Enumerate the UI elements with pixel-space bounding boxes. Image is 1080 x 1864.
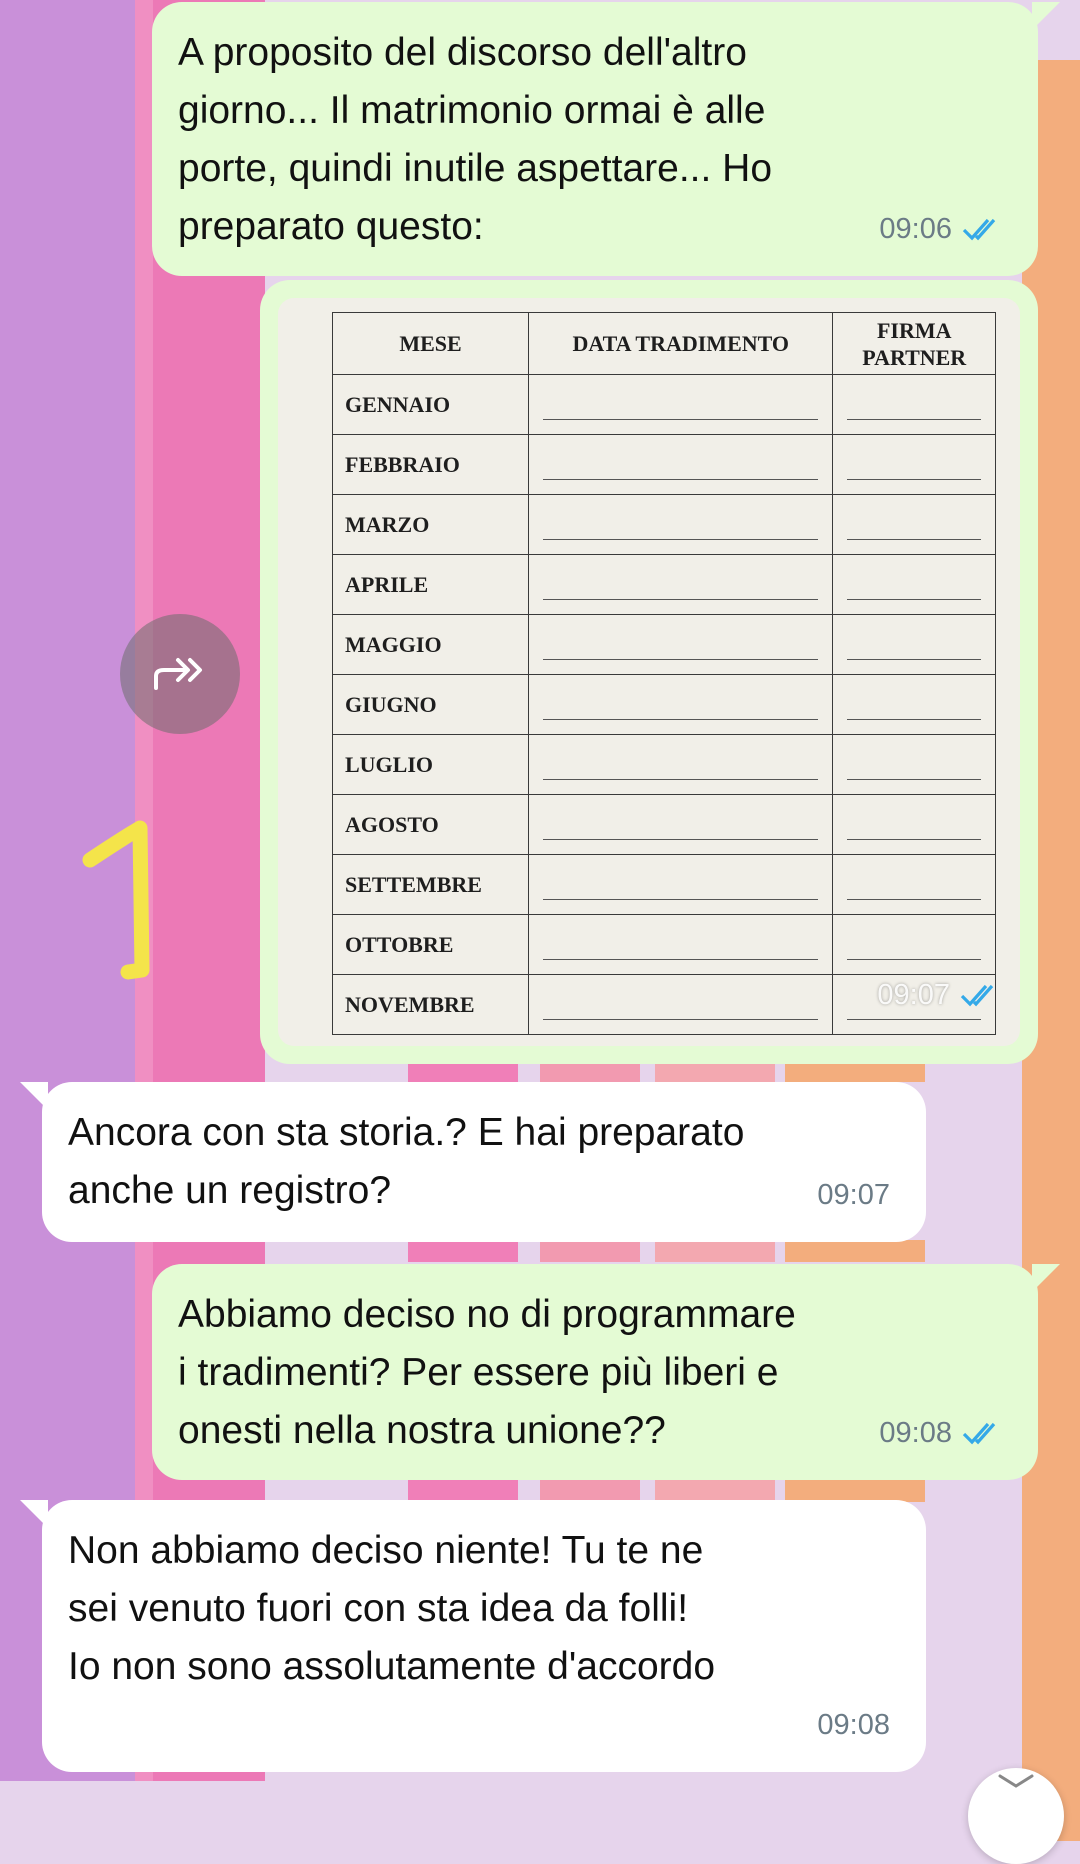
partner-signature-blank (833, 735, 996, 795)
message-time: 09:06 (879, 213, 952, 245)
register-row (333, 735, 996, 795)
register-table (332, 312, 996, 1035)
wallpaper-band (408, 1480, 518, 1502)
betrayal-date-blank (529, 975, 833, 1035)
message-meta (817, 1696, 890, 1754)
betrayal-date-blank (529, 915, 833, 975)
bubble-tail (20, 1082, 48, 1110)
betrayal-date-blank (529, 555, 833, 615)
partner-signature-blank (833, 675, 996, 735)
scroll-down-button[interactable] (968, 1768, 1064, 1864)
double-check-icon (962, 216, 1002, 242)
column-header: MESE (333, 313, 529, 375)
betrayal-date-blank (529, 495, 833, 555)
message-bubble-outgoing[interactable] (152, 2, 1038, 276)
wallpaper-band (785, 1480, 925, 1502)
partner-signature-blank (833, 375, 996, 435)
message-time: 09:08 (817, 1709, 890, 1741)
month-cell: APRILE (333, 555, 529, 615)
message-meta (817, 1166, 890, 1224)
bubble-tail (20, 1500, 48, 1528)
wallpaper-band (785, 1240, 925, 1262)
partner-signature-blank (833, 615, 996, 675)
partner-signature-blank (833, 855, 996, 915)
wallpaper-band (655, 1240, 775, 1262)
wallpaper-band (408, 1240, 518, 1262)
message-time: 09:07 (817, 1179, 890, 1211)
message-meta (877, 966, 1000, 1024)
betrayal-date-blank (529, 795, 833, 855)
month-cell: LUGLIO (333, 735, 529, 795)
chevron-down-icon (996, 1772, 1036, 1792)
month-cell: AGOSTO (333, 795, 529, 855)
betrayal-date-blank (529, 855, 833, 915)
register-row (333, 795, 996, 855)
month-cell: OTTOBRE (333, 915, 529, 975)
message-text: A proposito del discorso dell'altro giorno... Il matrimonio ormai è alle porte, quindi inutile aspettare... Ho preparato questo: (178, 31, 773, 248)
column-header: DATA TRADIMENTO (529, 313, 833, 375)
month-cell: GENNAIO (333, 375, 529, 435)
double-check-icon (962, 1420, 1002, 1446)
forward-icon (150, 654, 210, 694)
register-image[interactable] (278, 298, 1020, 1046)
month-cell: SETTEMBRE (333, 855, 529, 915)
bubble-tail (1032, 1264, 1060, 1292)
double-check-icon (960, 982, 1000, 1008)
bubble-tail (1032, 2, 1060, 30)
image-message-bubble[interactable] (260, 280, 1038, 1064)
message-meta (879, 200, 1002, 258)
wallpaper-band (540, 1240, 640, 1262)
register-row (333, 435, 996, 495)
message-time: 09:08 (879, 1417, 952, 1449)
register-row (333, 555, 996, 615)
month-cell: NOVEMBRE (333, 975, 529, 1035)
message-text: Ancora con sta storia.? E hai preparato anche un registro? (68, 1111, 745, 1212)
month-cell: MAGGIO (333, 615, 529, 675)
betrayal-date-blank (529, 375, 833, 435)
message-bubble-incoming[interactable] (42, 1082, 926, 1242)
month-cell: GIUGNO (333, 675, 529, 735)
forward-button[interactable] (120, 614, 240, 734)
betrayal-date-blank (529, 675, 833, 735)
number-one-annotation (80, 820, 170, 980)
partner-signature-blank (833, 555, 996, 615)
partner-signature-blank (833, 795, 996, 855)
wallpaper-band (655, 1480, 775, 1502)
message-meta (879, 1404, 1002, 1462)
column-header: FIRMA PARTNER (833, 313, 996, 375)
month-cell: MARZO (333, 495, 529, 555)
message-text: Abbiamo deciso no di programmare i tradimenti? Per essere più liberi e onesti nella nostra unione?? (178, 1293, 796, 1452)
register-row (333, 375, 996, 435)
partner-signature-blank (833, 495, 996, 555)
wallpaper-band (540, 1480, 640, 1502)
message-bubble-incoming[interactable] (42, 1500, 926, 1772)
betrayal-date-blank (529, 615, 833, 675)
betrayal-date-blank (529, 735, 833, 795)
message-bubble-outgoing[interactable] (152, 1264, 1038, 1480)
month-cell: FEBBRAIO (333, 435, 529, 495)
register-row (333, 675, 996, 735)
register-row (333, 855, 996, 915)
betrayal-date-blank (529, 435, 833, 495)
register-row (333, 615, 996, 675)
partner-signature-blank (833, 435, 996, 495)
message-time: 09:07 (877, 979, 950, 1011)
register-row (333, 495, 996, 555)
message-text: Non abbiamo deciso niente! Tu te ne sei venuto fuori con sta idea da folli! Io non sono assolutamente d'accordo (68, 1529, 716, 1688)
